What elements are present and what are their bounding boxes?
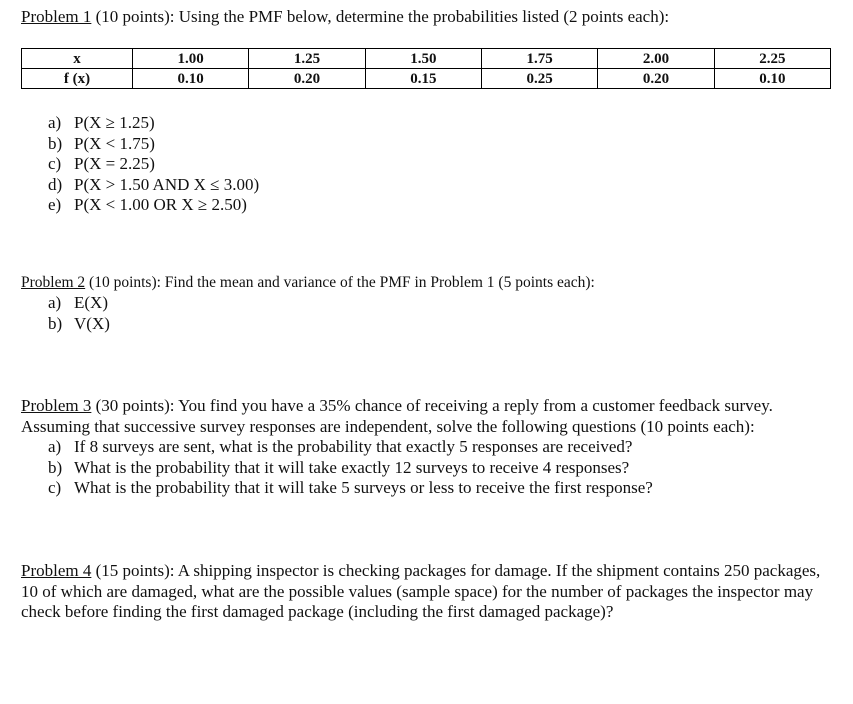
- part-text: What is the probability that it will take 5 surveys or less to receive the first response?: [74, 478, 653, 497]
- problem-1-part-b: [48, 134, 259, 155]
- problem-1-text: (10 points): Using the PMF below, determine the probabilities listed (2 points each):: [91, 7, 670, 26]
- part-marker: b): [48, 313, 63, 333]
- pmf-x-row: [22, 49, 831, 69]
- pmf-x-value: 2.25: [714, 49, 830, 69]
- part-marker: b): [48, 457, 63, 477]
- problem-3-part-c: [48, 478, 653, 499]
- part-text: P(X ≥ 1.25): [74, 113, 155, 132]
- part-text: If 8 surveys are sent, what is the probability that exactly 5 responses are received?: [74, 437, 633, 456]
- pmf-x-value: 1.75: [481, 49, 597, 69]
- part-marker: b): [48, 133, 63, 153]
- problem-3-text: (30 points): You find you have a 35% chance of receiving a reply from a customer feedback survey. Assuming that successive survey responses are independent, solve the following questions (10 points each):: [21, 396, 773, 436]
- pmf-fx-header: f (x): [22, 69, 133, 89]
- problem-2-part-a: [48, 293, 110, 314]
- pmf-x-value: 1.25: [249, 49, 365, 69]
- part-text: What is the probability that it will take exactly 12 surveys to receive 4 responses?: [74, 457, 630, 477]
- problem-2-text: (10 points): Find the mean and variance of the PMF in Problem 1 (5 points each):: [85, 274, 595, 291]
- pmf-fx-value: 0.20: [598, 69, 714, 89]
- problem-1-part-e: [48, 195, 259, 216]
- problem-4-text: (15 points): A shipping inspector is checking packages for damage. If the shipment contains 250 packages, 10 of which are damaged, what are the possible values (sample space) for the number of packages the inspector may check before finding the first damaged package (including the first damaged package)?: [21, 561, 821, 621]
- problem-2-heading: [21, 272, 595, 293]
- pmf-fx-value: 0.10: [133, 69, 249, 89]
- pmf-x-value: 1.50: [365, 49, 481, 69]
- part-marker: c): [48, 478, 62, 497]
- part-marker: a): [48, 293, 62, 312]
- part-marker: a): [48, 437, 62, 456]
- problem-3-part-a: [48, 437, 653, 458]
- pmf-fx-value: 0.15: [365, 69, 481, 89]
- pmf-table: [21, 48, 831, 89]
- pmf-x-header: x: [22, 49, 133, 69]
- problem-2-part-b: [48, 314, 110, 335]
- part-text: P(X < 1.00 OR X ≥ 2.50): [74, 195, 247, 214]
- problem-1-label: Problem 1: [21, 7, 92, 26]
- pmf-x-value: 1.00: [133, 49, 249, 69]
- part-text: P(X = 2.25): [74, 154, 155, 173]
- pmf-fx-value: 0.20: [249, 69, 365, 89]
- pmf-x-value: 2.00: [598, 49, 714, 69]
- problem-3-part-b: [48, 458, 653, 479]
- problem-3-label: Problem 3: [21, 396, 92, 415]
- part-marker: d): [48, 174, 63, 194]
- problem-3-parts: [48, 437, 653, 499]
- problem-4-paragraph: [21, 561, 836, 623]
- part-marker: c): [48, 154, 62, 173]
- problem-2-label: Problem 2: [21, 274, 86, 291]
- problem-1-part-c: [48, 154, 259, 175]
- pmf-fx-value: 0.10: [714, 69, 830, 89]
- part-marker: a): [48, 113, 62, 132]
- problem-4-label: Problem 4: [21, 561, 92, 580]
- problem-3-paragraph: [21, 396, 836, 437]
- part-text: V(X): [74, 313, 110, 333]
- part-text: P(X < 1.75): [74, 133, 155, 153]
- problem-1-part-a: [48, 113, 259, 134]
- part-marker: e): [48, 195, 62, 214]
- problem-1-heading: [21, 6, 669, 27]
- part-text: E(X): [74, 293, 108, 312]
- problem-2-parts: [48, 293, 110, 334]
- problem-1-parts: [48, 113, 259, 216]
- pmf-fx-value: 0.25: [481, 69, 597, 89]
- part-text: P(X > 1.50 AND X ≤ 3.00): [74, 174, 260, 194]
- problem-1-part-d: [48, 175, 259, 196]
- pmf-fx-row: [22, 69, 831, 89]
